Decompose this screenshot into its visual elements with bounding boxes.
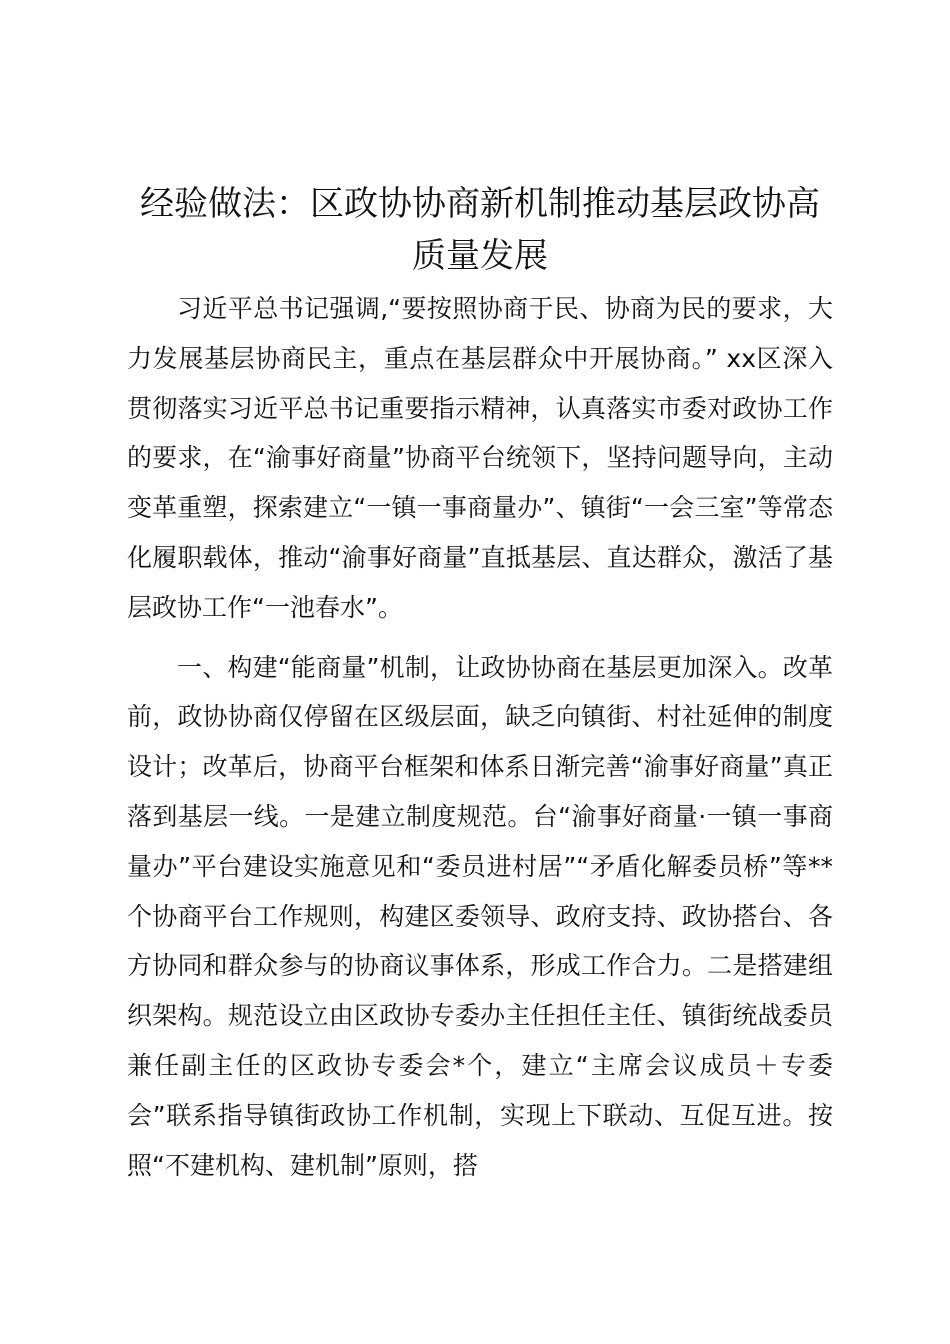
document-page <box>127 178 833 1190</box>
paragraph-section-one: 一、构建“能商量”机制，让政协协商在基层更加深入。改革前，政协协商仅停留在区级层面，缺乏向镇街、村社延伸的制度设计；改革后，协商平台框架和体系日渐完善“渝事好商量”真正落到基层一线。一是建立制度规范。台“渝事好商量·一镇一事商量办”平台建设实施意见和“委员进村居”“矛盾化解委员桥”等**个协商平台工作规则，构建区委领导、政府支持、政协搭台、各方协同和群众参与的协商议事体系，形成工作合力。二是搭建组织架构。规范设立由区政协专委办主任担任主任、镇街统战委员兼任副主任的区政协专委会*个，建立“主席会议成员＋专委会”联系指导镇街政协工作机制，实现上下联动、互促互进。按照“不建机构、建机制”原则，搭 <box>127 652 833 1180</box>
paragraph-intro: 习近平总书记强调,“要按照协商于民、协商为民的要求，大力发展基层协商民主，重点在基层群众中开展协商。” xx区深入贯彻落实习近平总书记重要指示精神，认真落实市委对政协工作的要求，在“渝事好商量”协商平台统领下，坚持问题导向，主动变革重塑，探索建立“一镇一事商量办”、镇街“一会三室”等常态化履职载体，推动“渝事好商量”直抵基层、直达群众，激活了基层政协工作“一池春水”。 <box>127 294 833 622</box>
document-title: 经验做法：区政协协商新机制推动基层政协高质量发展 <box>140 184 820 276</box>
